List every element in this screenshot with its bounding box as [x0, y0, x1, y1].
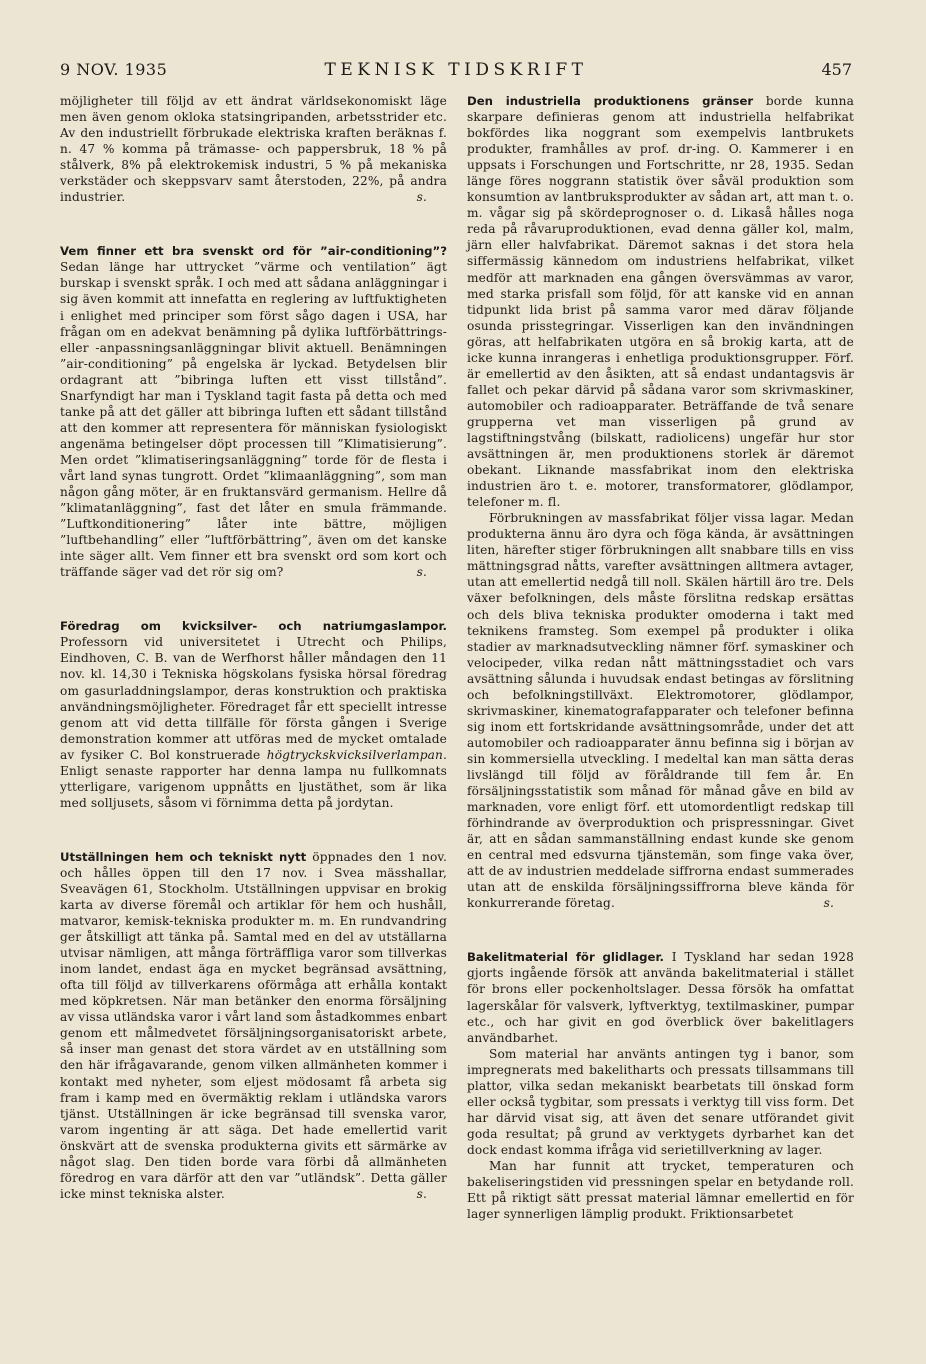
right-column [467, 93, 854, 1222]
author-signature: s. [416, 565, 427, 580]
article-text: Enligt senaste rapporter har denna lampa nu fullkomnats ytterligare, varigenom uppnåtts en ljustäthet, som är lika med solljusets, såsom vi förnimma detta på jordytan. [60, 763, 447, 810]
page-number: 457 [821, 60, 852, 79]
issue-date: 9 NOV. 1935 [60, 60, 168, 79]
article-text: möjligheter till följd av ett ändrat världsekonomiskt läge men även genom okloka statsingripanden, arbetsstrider etc. Av den industriellt förbrukade elektriska kraften beräknas f. n. 47 % komma på trämasse- och pappersbruk, 18 % på stålverk, 8% på elektrokemisk industri, 5 % på mekaniska verkstäder och skeppsvarv samt återstoden, 22%, på andra industrier. [60, 94, 447, 205]
article-heading: Vem finner ett bra svenskt ord för ”air-conditioning”? [60, 244, 447, 259]
article-paragraph: Som material har använts antingen tyg i banor, som impregnerats med bakelitharts och pressats tillsammans till plattor, vilka sedan mekaniskt bearbetats till önskad form eller också tygbitar, som pressats i verktyg till viss form. Det har därvid visat sig, att även det senare utförandet givit goda resultat; på grund av verktygets dyrbarhet kan det dock endast komma ifråga vid serietillverkning av lager. [467, 1046, 854, 1157]
article-heading: Den industriella produktionens gränser [467, 94, 754, 108]
journal-title: TEKNISK TIDSKRIFT [324, 60, 588, 80]
italic-term: högtryckskvicksilverlampan. [266, 747, 448, 762]
article-text: Förbrukningen av massfabrikat följer vissa lagar. Medan produkterna ännu äro dyra och föga kända, är avsättningen liten, härefter stiger förbrukningen allt snabbare tills en viss mättningsgrad nåtts, varefter avsättningen alltmera avtager, utan att emellertid nedgå till noll. Skälen härtill äro tre. Dels växer befolkningen, dels måste förslitna redskap ersättas och dels bliva tekniska produkter omoderna i takt med teknikens framsteg. Som exempel på produkter i olika stadier av marknadsutveckling nämner förf. symaskiner och velocipeder, vilka redan nått mättningsstadiet och vars avsättning sålunda i huvudsak endast betingas av förslitning och befolkningstillväxt. Elektromotorer, glödlampor, skrivmaskiner, kinematografapparater och telefoner befinna sig inom ett fortskridande avsättningsområde, under det att automobiler och radioapparater ännu befinna sig i början av sin kommersiella utveckling. I medeltal kan man sätta deras livslängd till följd av föråldrande till fem år. En försäljningsstatistik som månad för månad gåve en bild av marknaden, vore enligt förf. ett utomordentligt redskap till förhindrande av överproduktion och prispressningar. Givet är, att en sådan sammanställning endast kunde ske genom en central med edsvurna tjänstemän, som finge vaka över, att de av industrien meddelade siffrorna endast summerades utan att de enskilda försäljningssiffrorna bleve kända för konkurrerande företag. [467, 511, 854, 911]
author-signature: s. [823, 896, 834, 911]
article-heading: Föredrag om kvicksilver- och natriumgaslampor. [60, 619, 447, 634]
article-text: Sedan länge har uttrycket ”värme och ventilation” ägt burskap i svenskt språk. I och med att sådana anläggningar i sig även kommit att innefatta en reglering av luftfuktigheten i enlighet med principer som först sågo dagen i USA, har frågan om en adekvat benämning på dylika luftförbättrings- eller -anpassningsanläggningar blivit aktuell. Benämningen ”air-conditioning” på engelska är lyckad. Betydelsen blir ordagrant att ”bibringa luften ett visst tillstånd”. Snarfyndigt har man i Tyskland tagit fasta på detta och med tanke på att det gäller att bibringa luften ett sådant tillstånd att den kommer att representera för människan fysiologiskt angenäma betingelser döpt processen till ”Klimatisierung”. Men ordet ”klimatiseringsanläggning” torde för de flesta i vårt land synas tungrott. Ordet ”klimaanläggning”, som man någon gång möter, är en fruktansvärd germanism. Hellre då ”klimatanläggning”, fast det låter en smula främmande. ”Luftkonditionering” låter inte bättre, möjligen ”luftbehandling” eller ”luftförbättring”, även om det kanske inte säger allt. Vem finner ett bra svenskt ord som kort och träffande säger vad det rör sig om? [60, 260, 447, 580]
article-text: I Tyskland har sedan 1928 gjorts ingående försök att använda bakelitmaterial i stället för brons eller pockenholtslager. Dessa försök ha omfattat lagerskålar för valsverk, lyftverktyg, textilmaskiner, pumpar etc., och har givit en god överblick över bakelitlagers användbarhet. [467, 950, 854, 1045]
article-bakelite [467, 949, 854, 1045]
article-continuation [60, 93, 447, 205]
article-heading: Utställningen hem och tekniskt nytt [60, 849, 307, 864]
article-exhibition [60, 849, 447, 1202]
left-column [60, 93, 447, 1202]
article-paragraph [467, 510, 854, 911]
page-header [60, 60, 852, 82]
author-signature: s. [416, 1186, 427, 1201]
article-text: Professorn vid universitetet i Utrecht och Philips, Eindhoven, C. B. van de Werfhorst håller måndagen den 11 nov. kl. 14,30 i Tekniska högskolans fysiska hörsal föredrag om gasurladdningslampor, deras konstruktion och praktiska användningsmöjligheter. Föredraget får ett speciellt intresse genom att vid detta tillfälle för första gången i Sverige demonstration kommer att utföras med de mycket omtalade av fysiker C. Bol konstruerade [60, 635, 447, 762]
article-heading: Bakelitmaterial för glidlager. [467, 950, 664, 965]
article-air-conditioning [60, 243, 447, 580]
article-production-limits [467, 93, 854, 510]
article-text: öppnades den 1 nov. och hålles öppen till den 17 nov. i Svea mässhallar, Sveavägen 61, Stockholm. Utställningen uppvisar en brokig karta av diverse föremål och artiklar för hem och hushåll, matvaror, kemisk-tekniska produkter m. m. En rundvandring ger åtskilligt att tänka på. Samtal med en del av utställarna utvisar nämligen, att många förträffliga varor som tillverkas inom landet, endast äga en mycket begränsad avsättning, ofta till följd av tillverkarens oförmåga att erhålla kontakt med köpkretsen. När man betänker den enorma försäljning av vissa utländska varor i vårt land som åstadkommes enbart genom ett målmedvetet försäljningsorganisatoriskt arbete, så inser man genast det stora värdet av en utställning som den här ifrågavarande, genom vilken allmänheten kommer i kontakt med nyheter, som eljest mödosamt få arbeta sig fram i kamp med en övermäktig reklam i utländska varors tjänst. Utställningen är icke begränsad till svenska varor, varom ingenting är att säga. Det hade emellertid varit önskvärt att de svenska produkterna givits ett särmärke av något slag. Den tiden borde vara förbi då allmänheten föredrog en vara därför att den var ”utländsk”. Detta gäller icke minst tekniska alster. [60, 849, 447, 1201]
article-lecture [60, 618, 447, 811]
article-text: borde kunna skarpare definieras genom att industriella helfabrikat bokfördes lika noggrant som exempelvis lantbrukets produkter, framhålles av prof. dr-ing. O. Kammerer i en uppsats i Forschungen und Fortschritte, nr 28, 1935. Sedan länge föres noggrann statistik över såväl produktion som konsumtion av lantbruksprodukter av sådan art, att man t. o. m. vågar sig på skördeprognoser o. d. Likaså hålles noga reda på råvaruproduktionen, evad denna gäller kol, malm, järn eller halvfabrikat. Däremot saknas i det stora hela siffermässig kännedom om industriens helfabrikat, vilket medför att marknaden ena gången översvämmas av varor, med starka prisfall som följd, för att kanske vid en annan tidpunkt lida brist på samma varor med därav följande osunda prisstegringar. Visserligen kan den invändningen göras, att helfabrikaten utgöra en så brokig karta, att de icke kunna inrangeras i enhetliga produktionsgrupper. Förf. är emellertid av den åsikten, att så endast undantagsvis är fallet och pekar därvid på sådana varor som skrivmaskiner, automobiler och radioapparater. Beträffande de två senare grupperna vet man visserligen på grund av lagstiftningstvång (bilskatt, radiolicens) ungefär hur stor avsättningen är, men produktionens storlek är däremot obekant. Liknande massfabrikat inom den elektriska industrien äro t. e. motorer, transformatorer, glödlampor, telefoner m. fl. [467, 94, 854, 510]
author-signature: s. [416, 190, 427, 205]
article-paragraph: Man har funnit att trycket, temperaturen och bakeliseringstiden vid pressningen spelar en betydande roll. Ett på riktigt sätt pressat material lämnar emellertid en för lager synnerligen lämplig produkt. Friktionsarbetet [467, 1159, 854, 1222]
